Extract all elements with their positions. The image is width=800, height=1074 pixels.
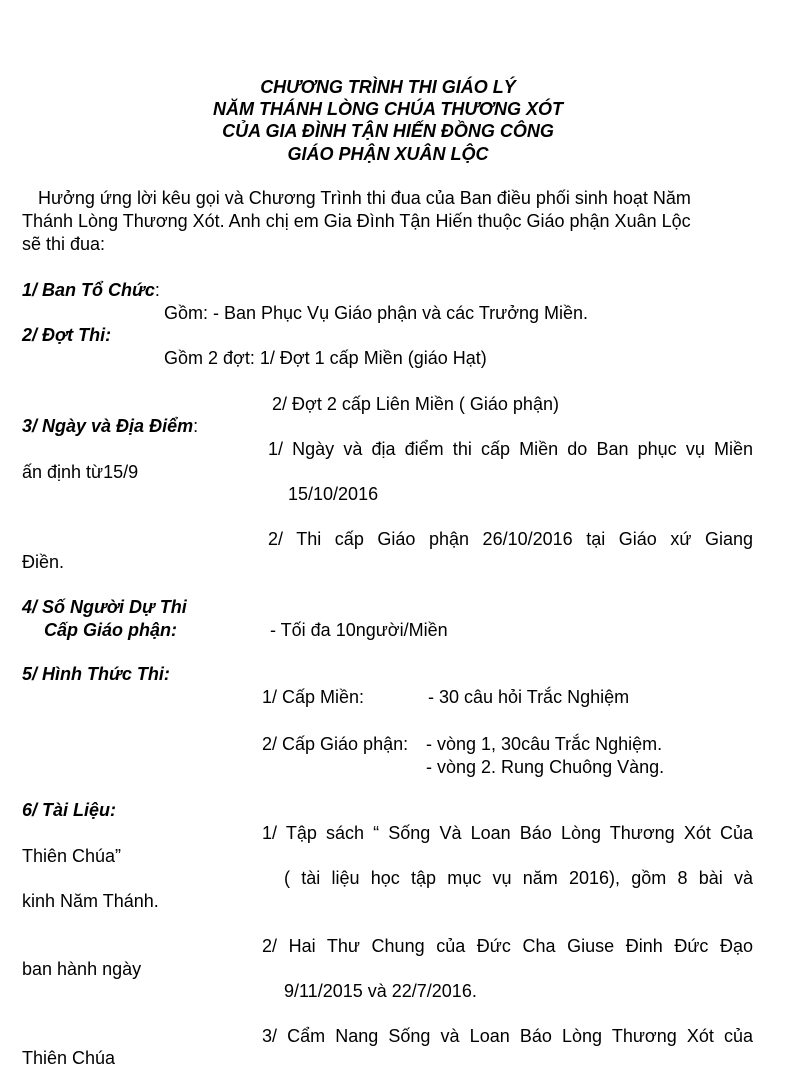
section-1-colon: : bbox=[154, 280, 160, 300]
section-2-line-1: Gồm 2 đợt: 1/ Đợt 1 cấp Miền (giáo Hạt) bbox=[164, 348, 487, 368]
doc-title-line-2: NĂM THÁNH LÒNG CHÚA THƯƠNG XÓT bbox=[213, 99, 563, 119]
section-6-heading: 6/ Tài Liệu: bbox=[22, 800, 117, 820]
section-5-heading: 5/ Hình Thức Thi: bbox=[22, 664, 170, 684]
doc-title-line-3: CỦA GIA ĐÌNH TẬN HIẾN ĐỒNG CÔNG bbox=[222, 121, 554, 141]
section-1-heading: 1/ Ban Tổ Chức bbox=[22, 280, 155, 300]
section-3-line-2: ấn định từ15/9 bbox=[22, 462, 139, 482]
section-6-item-2-line-1: 2/ Hai Thư Chung của Đức Cha Giuse Đinh Đức Đạo bbox=[262, 936, 753, 956]
section-4-heading-2: Cấp Giáo phận: bbox=[44, 620, 178, 640]
doc-title-line-1: CHƯƠNG TRÌNH THI GIÁO LÝ bbox=[260, 77, 516, 97]
section-6-item-1-line-1: 1/ Tập sách “ Sống Và Loan Báo Lòng Thương Xót Của bbox=[262, 823, 753, 843]
section-3-line-4: 2/ Thi cấp Giáo phận 26/10/2016 tại Giáo xứ Giang bbox=[268, 529, 753, 549]
section-5-row-1-value: - 30 câu hỏi Trắc Nghiệm bbox=[428, 687, 630, 707]
section-6-item-1-line-2: Thiên Chúa” bbox=[22, 846, 122, 866]
section-6-item-2-line-3: 9/11/2015 và 22/7/2016. bbox=[284, 981, 477, 1001]
section-5-row-2-value-1: - vòng 1, 30câu Trắc Nghiệm. bbox=[426, 734, 663, 754]
section-2-heading: 2/ Đợt Thi: bbox=[22, 325, 112, 345]
section-1-line: Gồm: - Ban Phục Vụ Giáo phận và các Trưởng Miền. bbox=[164, 303, 589, 323]
section-4-value: - Tối đa 10người/Miền bbox=[270, 620, 448, 640]
section-5-row-2-value-2: - vòng 2. Rung Chuông Vàng. bbox=[426, 757, 665, 777]
section-3-line-3: 15/10/2016 bbox=[288, 484, 379, 504]
intro-line-3: sẽ thi đua: bbox=[22, 234, 106, 254]
section-6-item-3-line-2: Thiên Chúa bbox=[22, 1048, 116, 1068]
section-5-row-2-label: 2/ Cấp Giáo phận: bbox=[262, 734, 409, 754]
section-6-item-1-line-4: kinh Năm Thánh. bbox=[22, 891, 159, 911]
section-3-heading-row bbox=[22, 415, 198, 437]
section-3-line-5: Điền. bbox=[22, 552, 65, 572]
section-5-row-1-label: 1/ Cấp Miền: bbox=[262, 687, 365, 707]
intro-line-2: Thánh Lòng Thương Xót. Anh chị em Gia Đình Tận Hiến thuộc Giáo phận Xuân Lộc bbox=[22, 211, 691, 231]
doc-title-line-4: GIÁO PHẬN XUÂN LỘC bbox=[287, 144, 489, 164]
section-2-line-2: 2/ Đợt 2 cấp Liên Miền ( Giáo phận) bbox=[272, 394, 559, 414]
section-1-heading-row bbox=[22, 279, 160, 301]
section-3-heading: 3/ Ngày và Địa Điểm bbox=[22, 416, 194, 436]
section-6-item-1-line-3: ( tài liệu học tập mục vụ năm 2016), gồm 8 bài và bbox=[284, 868, 753, 888]
section-4-heading-1: 4/ Số Người Dự Thi bbox=[22, 597, 187, 617]
section-3-line-1: 1/ Ngày và địa điểm thi cấp Miền do Ban phục vụ Miền bbox=[268, 439, 753, 459]
section-3-colon: : bbox=[193, 416, 199, 436]
intro-line-1: Hưởng ứng lời kêu gọi và Chương Trình thi đua của Ban điều phối sinh hoạt Năm bbox=[38, 188, 691, 208]
section-6-item-3-line-1: 3/ Cẩm Nang Sống và Loan Báo Lòng Thương Xót của bbox=[262, 1026, 753, 1046]
section-6-item-2-line-2: ban hành ngày bbox=[22, 959, 142, 979]
